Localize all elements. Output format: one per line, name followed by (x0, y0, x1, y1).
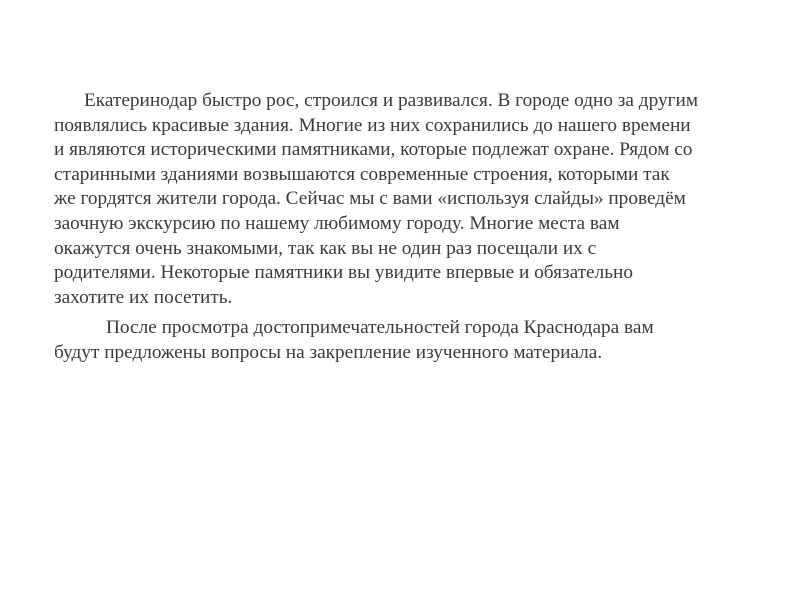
text-line: и являются историческими памятниками, которые подлежат охране. Рядом со (54, 139, 693, 161)
text-line: Екатеринодар быстро рос, строился и развивался. В городе одно за другим (84, 90, 699, 111)
paragraph-intro (54, 89, 794, 310)
text-line: родителями. Некоторые памятники вы увидите впервые и обязательно (54, 262, 633, 284)
slide-text-body (54, 89, 794, 366)
text-line: старинными зданиями возвышаются современные строения, которыми так (54, 163, 670, 185)
paragraph-conclusion (54, 316, 794, 365)
text-line: окажутся очень знакомыми, так как вы не один раз посещали их с (54, 237, 597, 259)
text-line: же гордятся жители города. Сейчас мы с вами «используя слайды» проведём (54, 188, 686, 210)
text-line: заочную экскурсию по нашему любимому городу. Многие места вам (54, 212, 620, 234)
text-line: будут предложены вопросы на закрепление изученного материала. (54, 341, 603, 363)
text-line: захотите их посетить. (54, 286, 233, 308)
text-line: После просмотра достопримечательностей города Краснодара вам (106, 317, 654, 339)
text-line: появлялись красивые здания. Многие из них сохранились до нашего времени (54, 114, 691, 136)
